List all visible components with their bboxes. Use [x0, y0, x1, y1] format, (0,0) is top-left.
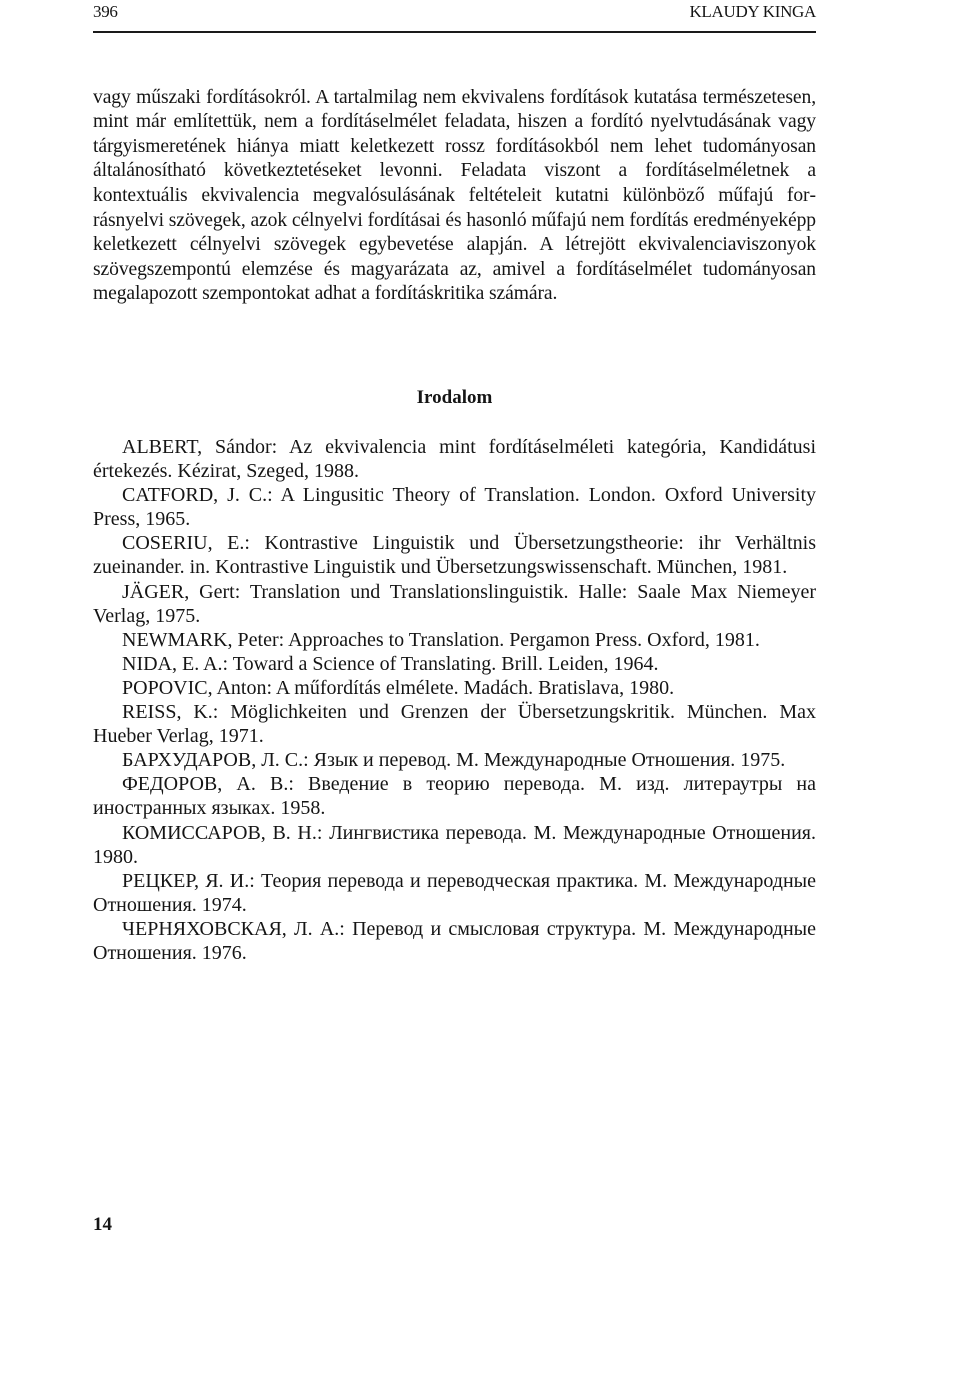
reference-entry: ALBERT, Sándor: Az ekvivalencia mint fordításelméleti kategória, Kandidátusi értekezés. Kézirat, Szeged, 1988.	[93, 436, 816, 483]
reference-entry: NEWMARK, Peter: Approaches to Translation. Pergamon Press. Oxford, 1981.	[122, 628, 760, 651]
header-rule	[93, 31, 816, 33]
reference-entry: ФЕДОРОВ, А. В.: Введение в теорию перевода. М. изд. литераутры на иностранных языках. 1958.	[93, 773, 816, 820]
running-head-author: KLAUDY KINGA	[689, 2, 816, 21]
reference-entry: JÄGER, Gert: Translation und Translationslinguistik. Halle: Saale Max Niemeyer Verlag, 1975.	[93, 580, 816, 627]
bibliography-heading: Irodalom	[416, 387, 493, 408]
reference-entry: REISS, K.: Möglichkeiten und Grenzen der Übersetzungskritik. München. Max Hueber Verlag, 1971.	[93, 701, 816, 748]
reference-entry: NIDA, E. A.: Toward a Science of Translating. Brill. Leiden, 1964.	[122, 652, 659, 675]
reference-entry: POPOVIC, Anton: A műfordítás elmélete. Madách. Bratislava, 1980.	[122, 676, 675, 699]
reference-entry: COSERIU, E.: Kontrastive Linguistik und Übersetzungstheorie: ihr Verhältnis zueinander. in. Kontrastive Linguistik und Übersetzungswissenschaft. München, 1981.	[93, 532, 816, 579]
body-paragraph: vagy műszaki fordításokról. A tartalmilag nem ekvivalens fordítások kutatása természetesen, mint már említettük, nem a fordításelmélet feladata, hiszen a fordító nyelvtudásának vagy tárgyismeretének hiánya miatt keletkezett rossz fordításokból nem lehet tudományosan általánosítható következtetéseket levonni. Feladata viszont a fordításelméletnek a kontextuális ekvivalencia megvalósulásának feltételeit kutatni különböző műfajú forrásnyelvi szövegek, azok célnyelvi fordításai és hasonló műfajú nem fordítás eredményeképp keletkezett célnyelvi szövegek egybevetése alapján. A létrejött ekvivalenciaviszonyok szövegszempontú elemzése és magyarázata az, amivel a fordításelmélet tudományosan megalapozott szempontokat adhat a fordításkritika számára.	[93, 86, 816, 305]
reference-entry: ЧЕРНЯХОВСКАЯ, Л. А.: Перевод и смысловая структура. М. Международные Отношения. 1976.	[93, 917, 816, 964]
footer-number: 14	[93, 1214, 112, 1235]
reference-entry: РЕЦКЕР, Я. И.: Теория перевода и переводческая практика. М. Международные Отношения. 1974.	[93, 869, 816, 916]
reference-entry: КОМИССАРОВ, В. Н.: Лингвистика перевода. М. Международные Отношения. 1980.	[93, 821, 816, 868]
page-number: 396	[93, 2, 118, 21]
running-head	[93, 0, 816, 30]
reference-entry: БАРХУДАРОВ, Л. С.: Язык и перевод. М. Международные Отношения. 1975.	[122, 749, 786, 772]
reference-list	[93, 435, 816, 965]
reference-entry: CATFORD, J. C.: A Lingusitic Theory of Translation. London. Oxford University Press, 1965.	[93, 484, 816, 531]
